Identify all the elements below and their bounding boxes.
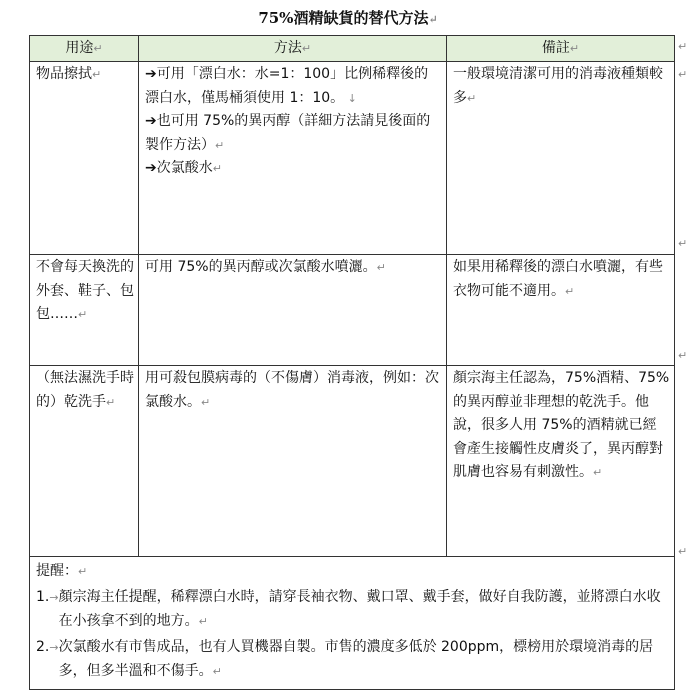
header-note: 備註↵ [447,36,675,62]
arrow-right-icon: ➔ [145,160,157,176]
reminder-number: 2.→ [36,638,59,655]
row-use-cell: 不會每天換洗的外套、鞋子、包包……↵ [30,255,139,366]
row-end-mark: ↵ [678,545,688,558]
method-item: ➔也可用 75%的異丙醇（詳細方法請見後面的製作方法）↵ [145,113,431,153]
row-note-cell: 一般環境清潔可用的消毒液種類較多↵ [447,62,675,255]
document-title: 75%酒精缺貨的替代方法↵ [258,9,438,27]
reminder-number: 1.→ [36,588,59,605]
row-method-cell: 可用 75%的異丙醇或次氯酸水噴灑。↵ [139,255,447,366]
reminder-item [36,585,666,635]
reminder-heading: 提醒：↵ [36,563,88,579]
arrow-right-icon: ➔ [145,66,157,82]
alternatives-table [29,35,675,690]
reminder-cell [30,557,675,690]
row-note-cell: 如果用稀釋後的漂白水噴灑，有些衣物可能不適用。↵ [447,255,675,366]
reminder-text: 次氯酸水有市售成品，也有人買機器自製。市售的濃度多低於 200ppm，標榜用於環境消毒的居多，但多半溫和不傷手。↵ [58,638,654,679]
row-end-mark: ↵ [678,349,688,362]
arrow-right-icon: ➔ [145,113,157,129]
row-end-mark: ↵ [678,68,688,81]
table-row [30,255,675,366]
table-header-row [30,36,675,62]
method-item: ➔次氯酸水↵ [145,160,222,176]
header-use: 用途↵ [30,36,139,62]
table-row [30,366,675,557]
row-use-cell: （無法濕洗手時的）乾洗手↵ [30,366,139,557]
row-method-cell [139,62,447,255]
reminder-item [36,635,666,685]
reminder-text: 顏宗海主任提醒，稀釋漂白水時，請穿長袖衣物、戴口罩、戴手套，做好自我防護，並將漂白水收在小孩拿不到的地方。↵ [58,588,661,629]
row-end-mark: ↵ [678,237,688,250]
row-note-cell: 顏宗海主任認為，75%酒精、75%的異丙醇並非理想的乾洗手。他說，很多人用 75%的酒精就已經會產生接觸性皮膚炎了，異丙醇對肌膚也容易有刺激性。↵ [447,366,675,557]
table-row [30,62,675,255]
reminder-row [30,557,675,690]
header-method: 方法↵ [139,36,447,62]
row-use-cell: 物品擦拭↵ [30,62,139,255]
row-end-mark: ↵ [678,40,688,53]
method-item: ➔可用「漂白水：水=1：100」比例稀釋後的漂白水，僅馬桶須使用 1：10。 ↓ [145,66,429,106]
row-method-cell: 用可殺包膜病毒的（不傷膚）消毒液，例如：次氯酸水。↵ [139,366,447,557]
